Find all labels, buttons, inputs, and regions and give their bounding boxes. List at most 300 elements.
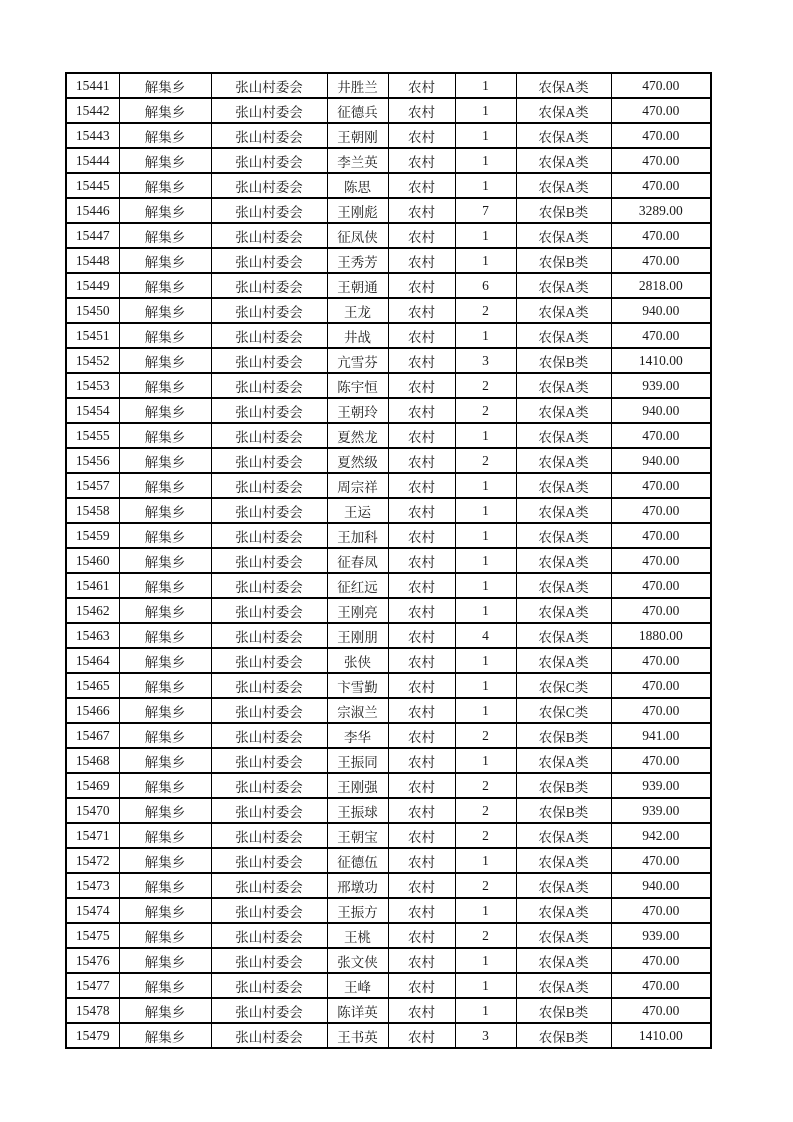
cell-township: 解集乡: [119, 598, 211, 623]
cell-household-type: 农村: [388, 198, 455, 223]
cell-township: 解集乡: [119, 998, 211, 1023]
cell-serial-number: 15447: [66, 223, 119, 248]
cell-insurance-class: 农保A类: [516, 398, 611, 423]
cell-village-committee: 张山村委会: [211, 748, 327, 773]
cell-household-type: 农村: [388, 373, 455, 398]
cell-village-committee: 张山村委会: [211, 498, 327, 523]
cell-village-committee: 张山村委会: [211, 698, 327, 723]
cell-village-committee: 张山村委会: [211, 873, 327, 898]
cell-person-name: 王朝通: [327, 273, 388, 298]
cell-person-name: 李华: [327, 723, 388, 748]
table-row: [66, 98, 711, 123]
cell-amount: 470.00: [611, 123, 711, 148]
cell-village-committee: 张山村委会: [211, 373, 327, 398]
cell-amount: 939.00: [611, 773, 711, 798]
cell-village-committee: 张山村委会: [211, 123, 327, 148]
cell-amount: 470.00: [611, 323, 711, 348]
table-row: [66, 298, 711, 323]
cell-person-count: 1: [455, 123, 516, 148]
cell-township: 解集乡: [119, 1023, 211, 1048]
cell-village-committee: 张山村委会: [211, 973, 327, 998]
cell-household-type: 农村: [388, 873, 455, 898]
cell-household-type: 农村: [388, 448, 455, 473]
cell-amount: 940.00: [611, 448, 711, 473]
cell-village-committee: 张山村委会: [211, 148, 327, 173]
cell-person-count: 1: [455, 973, 516, 998]
cell-household-type: 农村: [388, 98, 455, 123]
cell-village-committee: 张山村委会: [211, 998, 327, 1023]
cell-person-name: 夏然级: [327, 448, 388, 473]
cell-person-count: 1: [455, 148, 516, 173]
cell-person-name: 征德伍: [327, 848, 388, 873]
cell-village-committee: 张山村委会: [211, 98, 327, 123]
cell-insurance-class: 农保A类: [516, 748, 611, 773]
cell-person-name: 征春凤: [327, 548, 388, 573]
cell-serial-number: 15475: [66, 923, 119, 948]
cell-amount: 470.00: [611, 98, 711, 123]
cell-village-committee: 张山村委会: [211, 198, 327, 223]
cell-insurance-class: 农保A类: [516, 448, 611, 473]
cell-person-count: 1: [455, 173, 516, 198]
cell-insurance-class: 农保A类: [516, 123, 611, 148]
cell-insurance-class: 农保A类: [516, 473, 611, 498]
cell-insurance-class: 农保A类: [516, 323, 611, 348]
cell-household-type: 农村: [388, 173, 455, 198]
cell-household-type: 农村: [388, 948, 455, 973]
cell-person-count: 2: [455, 373, 516, 398]
cell-person-count: 2: [455, 773, 516, 798]
cell-insurance-class: 农保C类: [516, 673, 611, 698]
cell-person-name: 张文侠: [327, 948, 388, 973]
cell-serial-number: 15477: [66, 973, 119, 998]
cell-township: 解集乡: [119, 148, 211, 173]
cell-person-count: 1: [455, 323, 516, 348]
cell-amount: 940.00: [611, 298, 711, 323]
table-row: [66, 548, 711, 573]
cell-township: 解集乡: [119, 198, 211, 223]
cell-township: 解集乡: [119, 723, 211, 748]
cell-township: 解集乡: [119, 673, 211, 698]
cell-amount: 470.00: [611, 223, 711, 248]
table-row: [66, 898, 711, 923]
cell-person-count: 2: [455, 298, 516, 323]
cell-village-committee: 张山村委会: [211, 73, 327, 98]
cell-village-committee: 张山村委会: [211, 948, 327, 973]
cell-insurance-class: 农保A类: [516, 873, 611, 898]
table-row: [66, 923, 711, 948]
table-row: [66, 423, 711, 448]
cell-serial-number: 15452: [66, 348, 119, 373]
cell-township: 解集乡: [119, 473, 211, 498]
cell-township: 解集乡: [119, 523, 211, 548]
cell-person-count: 2: [455, 873, 516, 898]
cell-person-name: 王刚朋: [327, 623, 388, 648]
cell-person-name: 周宗祥: [327, 473, 388, 498]
cell-person-name: 王峰: [327, 973, 388, 998]
cell-person-count: 1: [455, 748, 516, 773]
cell-village-committee: 张山村委会: [211, 423, 327, 448]
cell-household-type: 农村: [388, 473, 455, 498]
cell-insurance-class: 农保A类: [516, 98, 611, 123]
cell-amount: 470.00: [611, 148, 711, 173]
cell-village-committee: 张山村委会: [211, 448, 327, 473]
table-row: [66, 223, 711, 248]
cell-person-name: 王朝刚: [327, 123, 388, 148]
cell-insurance-class: 农保A类: [516, 573, 611, 598]
cell-insurance-class: 农保A类: [516, 548, 611, 573]
cell-insurance-class: 农保A类: [516, 273, 611, 298]
cell-township: 解集乡: [119, 348, 211, 373]
cell-serial-number: 15450: [66, 298, 119, 323]
cell-township: 解集乡: [119, 448, 211, 473]
cell-serial-number: 15453: [66, 373, 119, 398]
cell-person-name: 王振方: [327, 898, 388, 923]
cell-household-type: 农村: [388, 248, 455, 273]
cell-household-type: 农村: [388, 773, 455, 798]
cell-person-count: 1: [455, 648, 516, 673]
table-row: [66, 123, 711, 148]
cell-serial-number: 15441: [66, 73, 119, 98]
table-row: [66, 448, 711, 473]
cell-village-committee: 张山村委会: [211, 723, 327, 748]
cell-insurance-class: 农保B类: [516, 798, 611, 823]
cell-person-count: 4: [455, 623, 516, 648]
cell-person-name: 征红远: [327, 573, 388, 598]
cell-household-type: 农村: [388, 398, 455, 423]
cell-person-count: 1: [455, 423, 516, 448]
cell-person-count: 1: [455, 898, 516, 923]
table-row: [66, 973, 711, 998]
cell-household-type: 农村: [388, 698, 455, 723]
cell-amount: 1410.00: [611, 1023, 711, 1048]
table-row: [66, 723, 711, 748]
cell-township: 解集乡: [119, 298, 211, 323]
cell-household-type: 农村: [388, 823, 455, 848]
cell-village-committee: 张山村委会: [211, 298, 327, 323]
cell-village-committee: 张山村委会: [211, 598, 327, 623]
cell-amount: 470.00: [611, 523, 711, 548]
cell-person-name: 王振球: [327, 798, 388, 823]
cell-person-name: 王桃: [327, 923, 388, 948]
cell-serial-number: 15445: [66, 173, 119, 198]
cell-household-type: 农村: [388, 123, 455, 148]
cell-insurance-class: 农保A类: [516, 148, 611, 173]
cell-household-type: 农村: [388, 748, 455, 773]
cell-household-type: 农村: [388, 548, 455, 573]
cell-person-count: 1: [455, 523, 516, 548]
cell-person-name: 夏然龙: [327, 423, 388, 448]
cell-amount: 940.00: [611, 398, 711, 423]
cell-person-count: 1: [455, 223, 516, 248]
cell-amount: 470.00: [611, 998, 711, 1023]
cell-person-count: 1: [455, 573, 516, 598]
cell-person-name: 王加科: [327, 523, 388, 548]
cell-person-count: 2: [455, 398, 516, 423]
cell-township: 解集乡: [119, 98, 211, 123]
cell-insurance-class: 农保A类: [516, 173, 611, 198]
table-row: [66, 823, 711, 848]
cell-village-committee: 张山村委会: [211, 923, 327, 948]
cell-person-name: 王书英: [327, 1023, 388, 1048]
cell-serial-number: 15462: [66, 598, 119, 623]
cell-amount: 470.00: [611, 898, 711, 923]
table-row: [66, 323, 711, 348]
cell-household-type: 农村: [388, 523, 455, 548]
cell-amount: 470.00: [611, 748, 711, 773]
cell-amount: 470.00: [611, 248, 711, 273]
cell-village-committee: 张山村委会: [211, 273, 327, 298]
table-row: [66, 948, 711, 973]
cell-township: 解集乡: [119, 423, 211, 448]
cell-person-name: 征凤侠: [327, 223, 388, 248]
cell-township: 解集乡: [119, 173, 211, 198]
cell-amount: 939.00: [611, 923, 711, 948]
cell-person-count: 3: [455, 348, 516, 373]
cell-amount: 940.00: [611, 873, 711, 898]
cell-household-type: 农村: [388, 1023, 455, 1048]
cell-person-count: 1: [455, 698, 516, 723]
cell-person-count: 1: [455, 998, 516, 1023]
cell-insurance-class: 农保A类: [516, 973, 611, 998]
table-row: [66, 798, 711, 823]
table-row: [66, 173, 711, 198]
cell-serial-number: 15468: [66, 748, 119, 773]
cell-household-type: 农村: [388, 223, 455, 248]
cell-amount: 939.00: [611, 798, 711, 823]
cell-household-type: 农村: [388, 598, 455, 623]
cell-amount: 470.00: [611, 573, 711, 598]
cell-insurance-class: 农保B类: [516, 723, 611, 748]
cell-person-name: 井战: [327, 323, 388, 348]
cell-insurance-class: 农保A类: [516, 823, 611, 848]
cell-person-name: 王刚彪: [327, 198, 388, 223]
cell-serial-number: 15457: [66, 473, 119, 498]
cell-township: 解集乡: [119, 773, 211, 798]
cell-serial-number: 15465: [66, 673, 119, 698]
cell-serial-number: 15443: [66, 123, 119, 148]
cell-person-count: 1: [455, 248, 516, 273]
cell-person-name: 宗淑兰: [327, 698, 388, 723]
cell-person-count: 2: [455, 798, 516, 823]
cell-person-count: 1: [455, 498, 516, 523]
table-row: [66, 498, 711, 523]
cell-household-type: 农村: [388, 73, 455, 98]
cell-serial-number: 15472: [66, 848, 119, 873]
cell-serial-number: 15459: [66, 523, 119, 548]
cell-serial-number: 15458: [66, 498, 119, 523]
cell-household-type: 农村: [388, 798, 455, 823]
cell-township: 解集乡: [119, 223, 211, 248]
cell-serial-number: 15466: [66, 698, 119, 723]
cell-household-type: 农村: [388, 923, 455, 948]
cell-amount: 3289.00: [611, 198, 711, 223]
cell-household-type: 农村: [388, 323, 455, 348]
cell-serial-number: 15446: [66, 198, 119, 223]
cell-township: 解集乡: [119, 623, 211, 648]
cell-serial-number: 15456: [66, 448, 119, 473]
cell-person-name: 李兰英: [327, 148, 388, 173]
cell-insurance-class: 农保B类: [516, 248, 611, 273]
cell-household-type: 农村: [388, 423, 455, 448]
cell-insurance-class: 农保A类: [516, 898, 611, 923]
table-row: [66, 998, 711, 1023]
cell-amount: 942.00: [611, 823, 711, 848]
table-row: [66, 698, 711, 723]
cell-amount: 470.00: [611, 598, 711, 623]
cell-serial-number: 15467: [66, 723, 119, 748]
cell-insurance-class: 农保B类: [516, 998, 611, 1023]
cell-person-name: 王朝宝: [327, 823, 388, 848]
cell-serial-number: 15479: [66, 1023, 119, 1048]
cell-amount: 470.00: [611, 848, 711, 873]
cell-person-count: 6: [455, 273, 516, 298]
cell-household-type: 农村: [388, 723, 455, 748]
cell-person-count: 1: [455, 673, 516, 698]
cell-insurance-class: 农保A类: [516, 948, 611, 973]
cell-amount: 941.00: [611, 723, 711, 748]
table-row: [66, 748, 711, 773]
table-row: [66, 1023, 711, 1048]
cell-amount: 1410.00: [611, 348, 711, 373]
cell-person-name: 陈详英: [327, 998, 388, 1023]
cell-serial-number: 15476: [66, 948, 119, 973]
cell-village-committee: 张山村委会: [211, 223, 327, 248]
cell-village-committee: 张山村委会: [211, 648, 327, 673]
table-row: [66, 573, 711, 598]
table-row: [66, 873, 711, 898]
cell-amount: 470.00: [611, 73, 711, 98]
cell-amount: 470.00: [611, 648, 711, 673]
cell-amount: 470.00: [611, 548, 711, 573]
cell-serial-number: 15461: [66, 573, 119, 598]
cell-serial-number: 15469: [66, 773, 119, 798]
cell-insurance-class: 农保C类: [516, 698, 611, 723]
table-row: [66, 198, 711, 223]
cell-township: 解集乡: [119, 898, 211, 923]
cell-insurance-class: 农保B类: [516, 1023, 611, 1048]
cell-person-name: 王秀芳: [327, 248, 388, 273]
cell-village-committee: 张山村委会: [211, 398, 327, 423]
cell-township: 解集乡: [119, 648, 211, 673]
table-row: [66, 348, 711, 373]
table-row: [66, 148, 711, 173]
cell-person-name: 张侠: [327, 648, 388, 673]
cell-household-type: 农村: [388, 848, 455, 873]
cell-village-committee: 张山村委会: [211, 473, 327, 498]
cell-insurance-class: 农保A类: [516, 223, 611, 248]
table-row: [66, 773, 711, 798]
cell-person-name: 王刚亮: [327, 598, 388, 623]
cell-person-count: 2: [455, 923, 516, 948]
cell-amount: 470.00: [611, 948, 711, 973]
cell-insurance-class: 农保B类: [516, 773, 611, 798]
cell-village-committee: 张山村委会: [211, 798, 327, 823]
cell-amount: 470.00: [611, 698, 711, 723]
cell-township: 解集乡: [119, 823, 211, 848]
cell-amount: 470.00: [611, 173, 711, 198]
cell-serial-number: 15460: [66, 548, 119, 573]
cell-amount: 470.00: [611, 973, 711, 998]
cell-serial-number: 15478: [66, 998, 119, 1023]
cell-person-name: 陈宇恒: [327, 373, 388, 398]
cell-village-committee: 张山村委会: [211, 898, 327, 923]
cell-person-count: 1: [455, 473, 516, 498]
cell-insurance-class: 农保A类: [516, 498, 611, 523]
cell-insurance-class: 农保A类: [516, 648, 611, 673]
cell-township: 解集乡: [119, 748, 211, 773]
cell-insurance-class: 农保A类: [516, 623, 611, 648]
cell-township: 解集乡: [119, 873, 211, 898]
cell-insurance-class: 农保A类: [516, 73, 611, 98]
cell-insurance-class: 农保A类: [516, 523, 611, 548]
cell-serial-number: 15473: [66, 873, 119, 898]
cell-township: 解集乡: [119, 573, 211, 598]
cell-village-committee: 张山村委会: [211, 348, 327, 373]
cell-village-committee: 张山村委会: [211, 1023, 327, 1048]
cell-serial-number: 15470: [66, 798, 119, 823]
cell-person-name: 王运: [327, 498, 388, 523]
cell-amount: 470.00: [611, 673, 711, 698]
cell-serial-number: 15449: [66, 273, 119, 298]
cell-township: 解集乡: [119, 948, 211, 973]
cell-serial-number: 15451: [66, 323, 119, 348]
cell-township: 解集乡: [119, 273, 211, 298]
cell-household-type: 农村: [388, 673, 455, 698]
cell-village-committee: 张山村委会: [211, 673, 327, 698]
cell-serial-number: 15444: [66, 148, 119, 173]
cell-village-committee: 张山村委会: [211, 573, 327, 598]
cell-serial-number: 15471: [66, 823, 119, 848]
cell-village-committee: 张山村委会: [211, 848, 327, 873]
cell-household-type: 农村: [388, 623, 455, 648]
cell-insurance-class: 农保B类: [516, 198, 611, 223]
cell-person-count: 1: [455, 848, 516, 873]
cell-person-name: 王朝玲: [327, 398, 388, 423]
cell-household-type: 农村: [388, 973, 455, 998]
cell-amount: 470.00: [611, 423, 711, 448]
cell-township: 解集乡: [119, 548, 211, 573]
cell-household-type: 农村: [388, 298, 455, 323]
cell-village-committee: 张山村委会: [211, 548, 327, 573]
cell-township: 解集乡: [119, 798, 211, 823]
cell-household-type: 农村: [388, 273, 455, 298]
table-row: [66, 848, 711, 873]
cell-village-committee: 张山村委会: [211, 773, 327, 798]
cell-household-type: 农村: [388, 498, 455, 523]
cell-person-count: 1: [455, 73, 516, 98]
cell-village-committee: 张山村委会: [211, 248, 327, 273]
cell-township: 解集乡: [119, 398, 211, 423]
cell-person-name: 王振同: [327, 748, 388, 773]
table-row: [66, 373, 711, 398]
table-row: [66, 73, 711, 98]
cell-serial-number: 15474: [66, 898, 119, 923]
cell-serial-number: 15463: [66, 623, 119, 648]
cell-serial-number: 15454: [66, 398, 119, 423]
cell-serial-number: 15464: [66, 648, 119, 673]
cell-village-committee: 张山村委会: [211, 823, 327, 848]
cell-township: 解集乡: [119, 973, 211, 998]
cell-amount: 1880.00: [611, 623, 711, 648]
cell-township: 解集乡: [119, 698, 211, 723]
cell-person-count: 2: [455, 448, 516, 473]
table-row: [66, 273, 711, 298]
cell-person-count: 2: [455, 723, 516, 748]
cell-amount: 470.00: [611, 473, 711, 498]
cell-serial-number: 15442: [66, 98, 119, 123]
cell-household-type: 农村: [388, 648, 455, 673]
cell-township: 解集乡: [119, 248, 211, 273]
